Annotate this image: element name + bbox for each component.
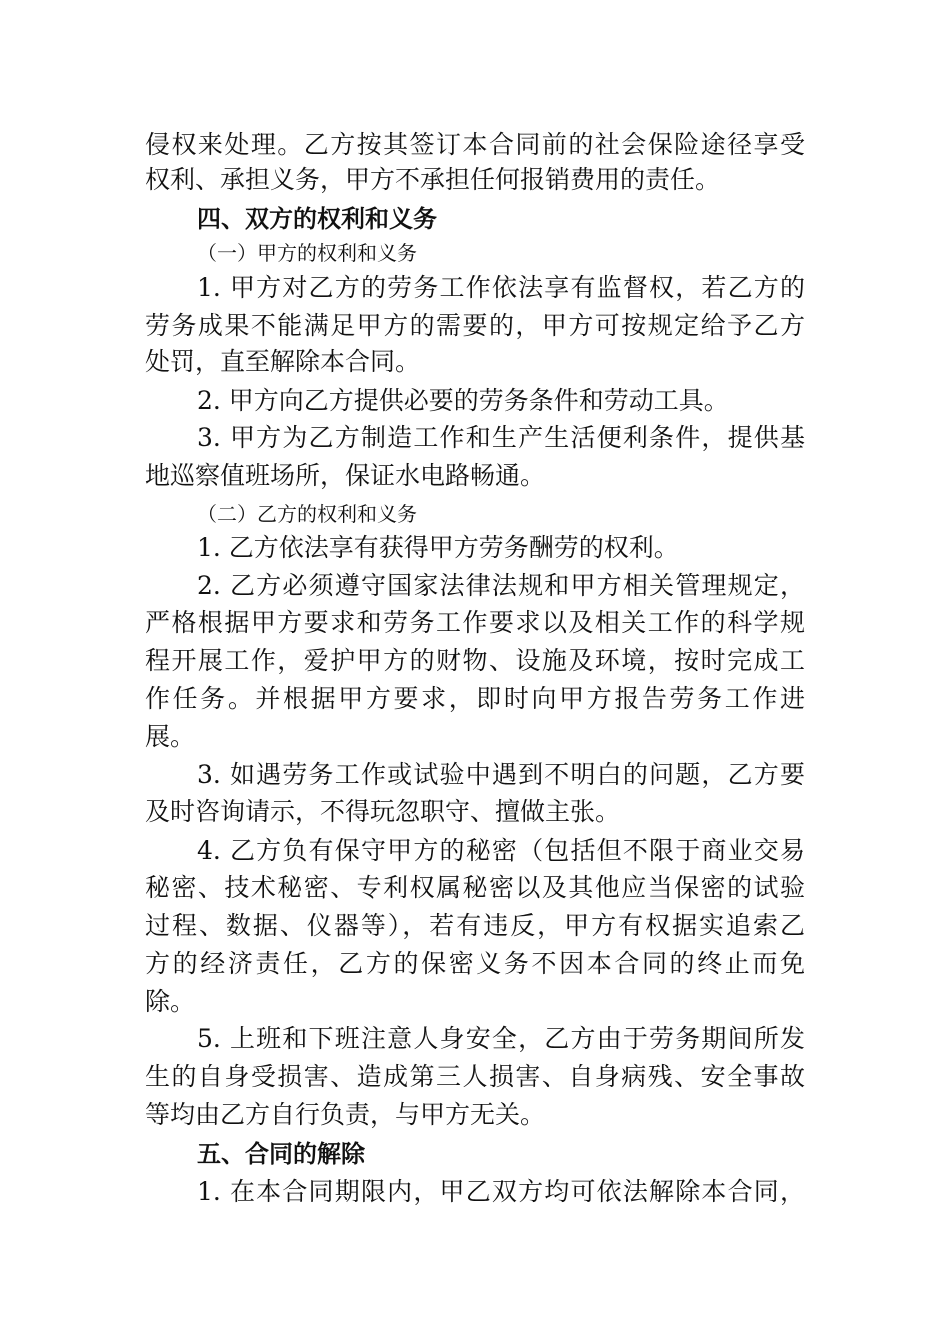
paragraph-line: 4. 乙方负有保守甲方的秘密（包括但不限于商业交易: [197, 836, 805, 865]
paragraph-line: 方的经济责任，乙方的保密义务不因本合同的终止而免: [145, 949, 805, 978]
paragraph-line: 劳务成果不能满足甲方的需要的，甲方可按规定给予乙方: [145, 311, 805, 340]
paragraph-line: 1. 乙方依法享有获得甲方劳务酬劳的权利。: [197, 533, 679, 562]
paragraph-line: 1. 在本合同期限内，甲乙双方均可依法解除本合同，: [197, 1177, 805, 1206]
paragraph-line: 程开展工作，爱护甲方的财物、设施及环境，按时完成工: [145, 646, 805, 675]
subsection-heading: （二）乙方的权利和义务: [197, 502, 417, 526]
paragraph-line: 严格根据甲方要求和劳务工作要求以及相关工作的科学规: [145, 608, 805, 637]
paragraph-line: 3. 如遇劳务工作或试验中遇到不明白的问题，乙方要: [197, 760, 805, 789]
paragraph-line: 处罚，直至解除本合同。: [145, 347, 421, 376]
paragraph-line: 秘密、技术秘密、专利权属秘密以及其他应当保密的试验: [145, 873, 805, 902]
paragraph-line: 生的自身受损害、造成第三人损害、自身病残、安全事故: [145, 1062, 805, 1091]
paragraph-line: 3. 甲方为乙方制造工作和生产生活便利条件，提供基: [197, 423, 805, 452]
section-heading: 五、合同的解除: [197, 1140, 365, 1168]
paragraph-line: 2. 乙方必须遵守国家法律法规和甲方相关管理规定，: [197, 571, 805, 600]
paragraph-line: 权利、承担义务，甲方不承担任何报销费用的责任。: [145, 165, 721, 194]
paragraph-line: 作任务。并根据甲方要求，即时向甲方报告劳务工作进: [145, 684, 805, 713]
paragraph-line: 除。: [145, 987, 196, 1016]
paragraph-line: 及时咨询请示，不得玩忽职守、擅做主张。: [145, 797, 621, 826]
subsection-heading: （一）甲方的权利和义务: [197, 241, 417, 265]
paragraph-line: 2. 甲方向乙方提供必要的劳务条件和劳动工具。: [197, 386, 729, 415]
paragraph-line: 5. 上班和下班注意人身安全，乙方由于劳务期间所发: [197, 1024, 805, 1053]
paragraph-line: 过程、数据、仪器等），若有违反，甲方有权据实追索乙: [145, 911, 805, 940]
paragraph-line: 展。: [145, 722, 196, 751]
paragraph-line: 1. 甲方对乙方的劳务工作依法享有监督权，若乙方的: [197, 273, 805, 302]
paragraph-line: 等均由乙方自行负责，与甲方无关。: [145, 1100, 546, 1129]
paragraph-line: 侵权来处理。乙方按其签订本合同前的社会保险途径享受: [145, 130, 805, 159]
paragraph-line: 地巡察值班场所，保证水电路畅通。: [145, 461, 546, 490]
section-heading: 四、双方的权利和义务: [197, 205, 437, 233]
